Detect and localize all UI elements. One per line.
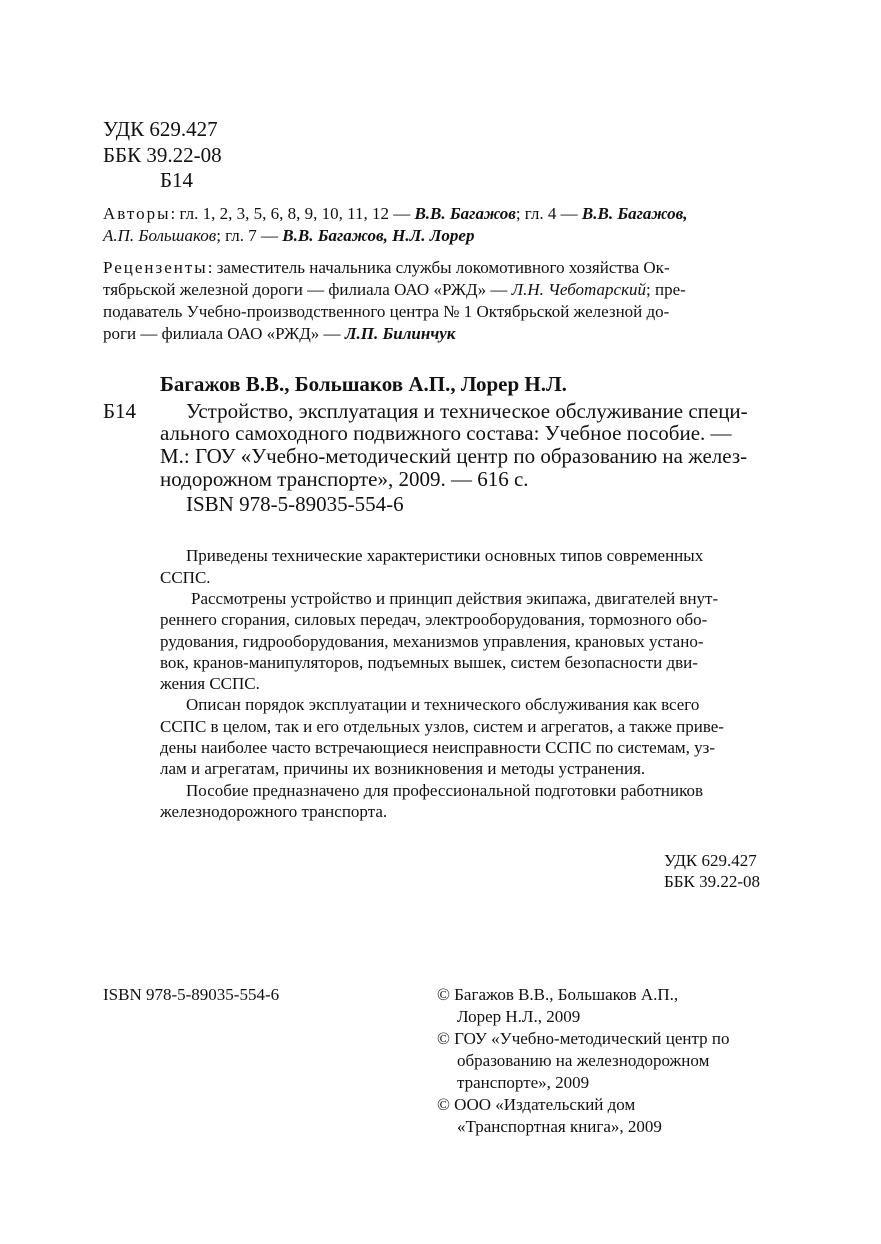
annotation-line: Рассмотрены устройство и принцип действия экипажа, двигателей внут- bbox=[191, 589, 719, 608]
authors-line-1: Авторы: гл. 1, 2, 3, 5, 6, 8, 9, 10, 11, 12 — В.В. Багажов; гл. 4 — В.В. Багажов, bbox=[103, 204, 688, 223]
entry-line: Устройство, эксплуатация и техническое обслуживание специ- bbox=[186, 399, 748, 423]
annotation-line: ССПС. bbox=[160, 568, 211, 587]
copyright-line: © Багажов В.В., Большаков А.П., bbox=[437, 985, 679, 1004]
authors-label: Авторы bbox=[103, 204, 171, 223]
reviewers-line-3: подаватель Учебно-производственного центра № 1 Октябрьской железной до- bbox=[103, 302, 670, 321]
udk-code: УДК 629.427 bbox=[103, 117, 218, 141]
annotation-line: дены наиболее часто встречающиеся неисправности ССПС по системам, уз- bbox=[160, 738, 716, 757]
reviewers-line-4: роги — филиала ОАО «РЖД» — Л.П. Билинчук bbox=[103, 324, 456, 343]
bbk-code: ББК 39.22-08 bbox=[103, 143, 222, 167]
annotation-line: железнодорожного транспорта. bbox=[160, 802, 388, 821]
entry-authors: Багажов В.В., Большаков А.П., Лорер Н.Л. bbox=[160, 372, 567, 396]
bbk-code-bottom: ББК 39.22-08 bbox=[664, 872, 761, 891]
entry-line: нодорожном транспорте», 2009. — 616 с. bbox=[160, 467, 529, 491]
annotation-line: рудования, гидрооборудования, механизмов управления, крановых устано- bbox=[160, 632, 704, 651]
annotation-line: жения ССПС. bbox=[160, 674, 260, 693]
entry-line: М.: ГОУ «Учебно-методический центр по образованию на желез- bbox=[160, 444, 748, 468]
annotation-line: Приведены технические характеристики основных типов современных bbox=[186, 546, 704, 565]
annotation-line: ССПС в целом, так и его отдельных узлов, систем и агрегатов, а также приве- bbox=[160, 717, 724, 736]
annotation-line: Пособие предназначено для профессиональной подготовки работников bbox=[186, 781, 704, 800]
copyright-line: © ГОУ «Учебно-методический центр по bbox=[437, 1029, 730, 1048]
entry-isbn: ISBN 978-5-89035-554-6 bbox=[186, 492, 404, 516]
footer-isbn: ISBN 978-5-89035-554-6 bbox=[103, 985, 280, 1004]
reviewers-label: Рецензенты bbox=[103, 258, 208, 277]
reviewers-line-1: Рецензенты: заместитель начальника службы локомотивного хозяйства Ок- bbox=[103, 258, 670, 277]
entry-line: ального самоходного подвижного состава: Учебное пособие. — bbox=[160, 421, 732, 445]
annotation-line: Описан порядок эксплуатации и технического обслуживания как всего bbox=[186, 695, 700, 714]
entry-author-mark: Б14 bbox=[103, 399, 137, 423]
annotation-line: вок, кранов-манипуляторов, подъемных вышек, систем безопасности дви- bbox=[160, 653, 698, 672]
udk-code-bottom: УДК 629.427 bbox=[664, 851, 757, 870]
author-mark: Б14 bbox=[160, 168, 194, 192]
copyright-line: транспорте», 2009 bbox=[457, 1073, 590, 1092]
copyright-line: «Транспортная книга», 2009 bbox=[457, 1117, 662, 1136]
copyright-line: образованию на железнодорожном bbox=[457, 1051, 710, 1070]
copyright-line: © ООО «Издательский дом bbox=[437, 1095, 636, 1114]
copyright-line: Лорер Н.Л., 2009 bbox=[457, 1007, 581, 1026]
reviewers-line-2: тябрьской железной дороги — филиала ОАО «РЖД» — Л.Н. Чеботарский; пре- bbox=[103, 280, 686, 299]
annotation-line: лам и агрегатам, причины их возникновения и методы устранения. bbox=[160, 759, 646, 778]
authors-line-2: А.П. Большаков; гл. 7 — В.В. Багажов, Н.Л. Лорер bbox=[103, 226, 475, 245]
annotation-line: реннего сгорания, силовых передач, электрооборудования, тормозного обо- bbox=[160, 610, 708, 629]
